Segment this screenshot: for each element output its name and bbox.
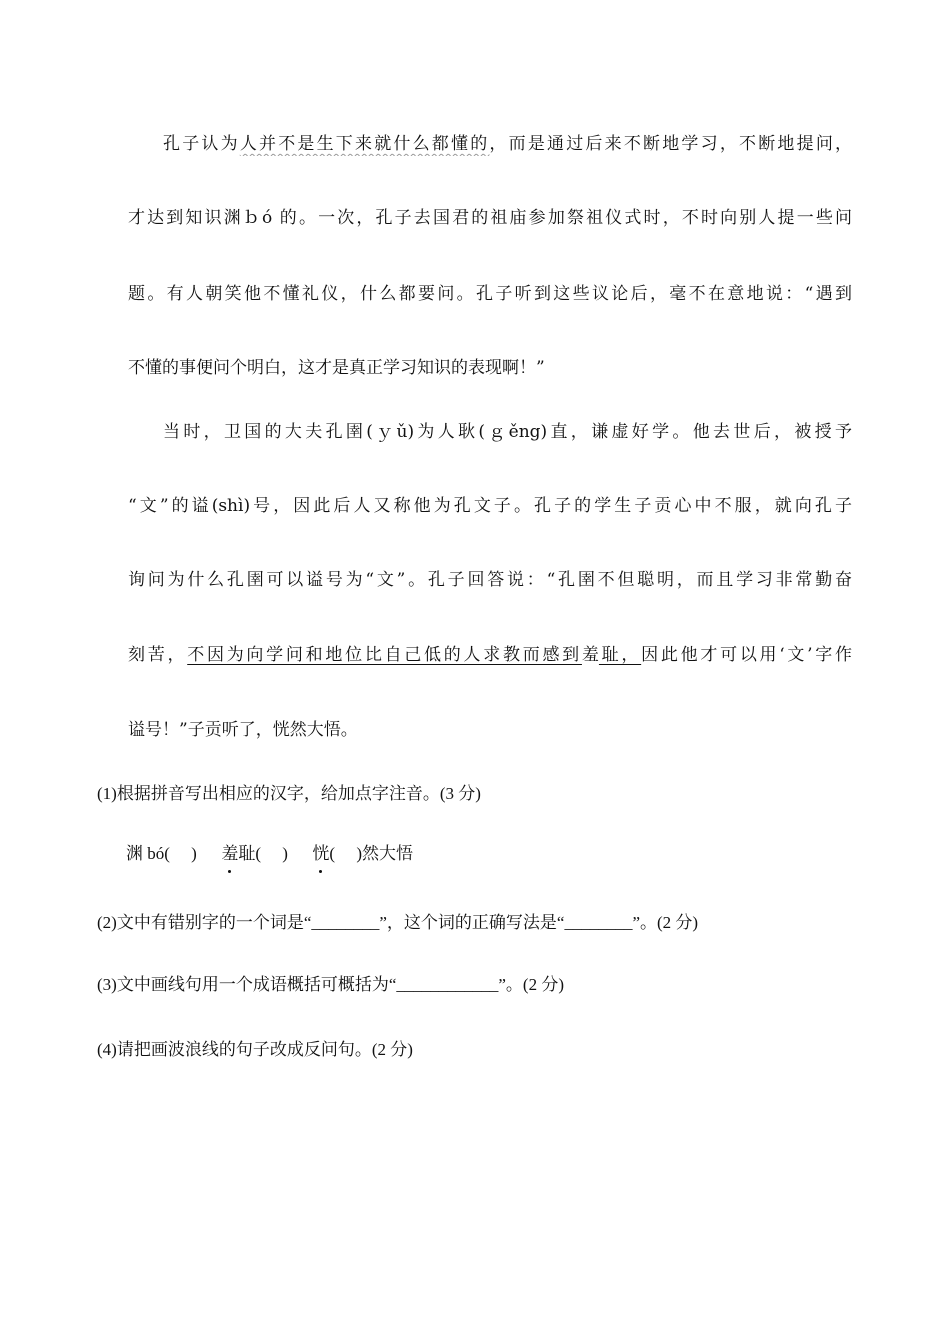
- text-span: 因此他才可以用‘文’字作: [641, 645, 852, 665]
- text-span: 刻苦，: [128, 645, 188, 665]
- answer-blank[interactable]: ( ): [255, 844, 288, 863]
- dotted-character: 羞: [221, 842, 238, 866]
- item-huang: [312, 844, 413, 863]
- passage-line: 询问为什么孔圉可以谥号为“文”。孔子回答说：“孔圉不但聪明，而且学习非常勤奋: [128, 570, 852, 590]
- text-span: 孔子认为: [163, 134, 240, 154]
- item-xiuchi: [221, 844, 288, 863]
- passage-line: 谥号！”子贡听了，恍然大悟。: [128, 720, 358, 740]
- wavy-underlined-sentence: 人并不是生下来就什么都懂的: [239, 134, 490, 154]
- text-span: 耻: [238, 844, 256, 863]
- question-3: (3)文中画线句用一个成语概括可概括为“____________”。(2 分): [97, 975, 564, 994]
- passage-line: “文”的谥(shì)号，因此后人又称他为孔文子。孔子的学生子贡心中不服，就向孔子: [128, 496, 852, 516]
- text-span: 不因为向学问和地位比自己低的人求教而感到: [187, 645, 582, 665]
- answer-blank[interactable]: ( )然大悟: [329, 844, 413, 863]
- item-bo: 渊 bó( ): [126, 844, 197, 863]
- question-1: (1)根据拼音写出相应的汉字，给加点字注音。(3 分): [97, 784, 481, 803]
- question-4: (4)请把画波浪线的句子改成反问句。(2 分): [97, 1040, 413, 1059]
- dotted-character: 羞: [581, 645, 599, 665]
- question-1-items: [126, 842, 413, 866]
- question-2: (2)文中有错别字的一个词是“________”，这个词的正确写法是“________”。(2 分): [97, 913, 699, 932]
- passage-line: [163, 132, 852, 156]
- passage-line: 当时，卫国的大夫孔圉(ｙǔ)为人耿(ｇěng)直，谦虚好学。他去世后，被授予: [163, 422, 852, 442]
- passage-line: 才达到知识渊ｂó 的。一次，孔子去国君的祖庙参加祭祖仪式时，不时向别人提一些问: [128, 208, 852, 228]
- passage-line: 题。有人朝笑他不懂礼仪，什么都要问。孔子听到这些议论后，毫不在意地说：“遇到: [128, 284, 852, 304]
- dotted-character: 恍: [312, 842, 329, 866]
- passage-line: [128, 643, 852, 667]
- text-span: 耻，: [598, 645, 642, 665]
- text-span: ，而是通过后来不断地学习，不断地提问，: [489, 134, 852, 154]
- passage-line: 不懂的事便问个明白，这才是真正学习知识的表现啊！”: [128, 358, 545, 378]
- underlined-sentence: [187, 645, 641, 665]
